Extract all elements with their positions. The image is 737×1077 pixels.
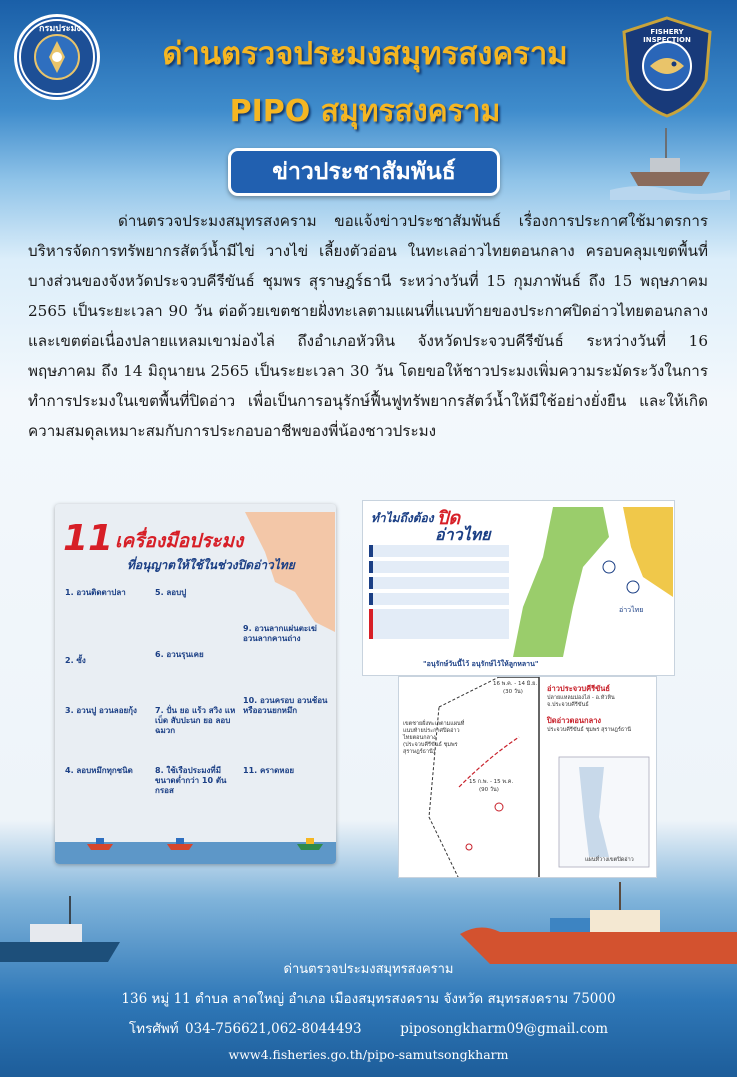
legend2-sub: ประจวบคีรีขันธ์ ชุมพร สุราษฎร์ธานี	[547, 727, 632, 733]
permitted-tools-infographic	[55, 504, 336, 864]
footer-org: ด่านตรวจประมงสมุทรสงคราม	[283, 962, 454, 977]
footer-phone: โทรศัพท์ 034-756621,062-8044493	[128, 1021, 362, 1037]
boat-icon	[295, 834, 325, 850]
why-title-b: ปิด	[437, 508, 461, 529]
contact-footer	[0, 958, 737, 1062]
map-left-note: เขตชายฝั่งทะเลตามแผนที่แนบท้ายประกาศปิดอ่าวไทยตอนกลาง (ประจวบคีรีขันธ์ ชุมพร สุราษฎร์ธานี)	[403, 721, 465, 755]
tool-item: 3. อวนปู อวนลอยกุ้ง	[65, 706, 137, 715]
why-footer: "อนุรักษ์วันนี้ไว้ อนุรักษ์ไว้ให้ลูกหลาน"	[423, 660, 539, 668]
tool-item: 1. อวนติดตาปลา	[65, 588, 126, 597]
tools-subtitle: ที่อนุญาตให้ใช้ในช่วงปิดอ่าวไทย	[127, 558, 295, 572]
footer-address: 136 หมู่ 11 ตำบล ลาดใหญ่ อำเภอ เมืองสมุทรสงคราม จังหวัด สมุทรสงคราม 75000	[121, 991, 616, 1007]
legend1-sub: ปลายแหลมม่องไล่ - อ.หัวหิน จ.ประจวบคีรีขันธ์	[547, 695, 615, 708]
zone1-days: (30 วัน)	[503, 689, 523, 695]
fishing-ship-illustration	[610, 120, 730, 200]
why-title-c: อ่าวไทย	[435, 525, 491, 544]
logo-left-text: กรมประมง	[39, 24, 81, 34]
zone2-dates: 15 ก.พ. - 15 พ.ค.	[469, 779, 514, 785]
tool-item: 8. ใช้เรือประมงที่มีขนาดต่ำกว่า 10 ตันกรอส	[155, 766, 227, 795]
tool-item: 7. ปั่น ยอ แร้ว สวิง แห เบ็ด สับปะนก ยอ ลอบ ฉมวก	[155, 706, 236, 735]
tool-item: 10. อวนครอบ อวนช้อน หรืออวนยกหมึก	[243, 696, 328, 715]
tool-item: 5. ลอบปู	[155, 588, 187, 597]
tool-item: 9. อวนลากแผ่นตะเฆ่ อวนลากคานถ่าง	[243, 624, 317, 643]
press-release-badge: ข่าวประชาสัมพันธ์	[228, 148, 500, 196]
zone1-dates: 16 พ.ค. - 14 มิ.ย.	[493, 681, 538, 687]
logo-right-text: FISHERY INSPECTION	[643, 28, 691, 44]
boat-icon	[165, 834, 195, 850]
gulf-map-shape	[513, 507, 673, 657]
tools-title: เครื่องมือประมง	[115, 530, 244, 552]
boat-icon	[85, 834, 115, 850]
page-subtitle: PIPO สมุทรสงคราม	[229, 94, 501, 129]
department-of-fisheries-logo	[14, 14, 100, 100]
inset-label: แผนที่วางเขตปิดอ่าว	[585, 857, 634, 863]
tool-item: 2. ซั้ง	[65, 656, 86, 665]
tool-item: 4. ลอบหมึกทุกชนิด	[65, 766, 133, 775]
page-title: ด่านตรวจประมงสมุทรสงคราม	[162, 36, 568, 72]
tools-count: 11	[63, 518, 114, 559]
why-close-gulf-infographic	[362, 500, 675, 676]
tool-item: 11. คราดหอย	[243, 766, 295, 775]
legend2-title: ปิดอ่าวตอนกลาง	[547, 716, 602, 725]
why-title-a: ทำไมถึงต้อง	[371, 511, 434, 525]
fishery-inspection-logo	[614, 14, 720, 120]
announcement-paragraph: ด่านตรวจประมงสมุทรสงคราม ขอแจ้งข่าวประชาสัมพันธ์ เรื่องการประกาศใช้มาตรการบริหารจัดการทรัพยากรสัตว์น้ำมีไข่ วางไข่ เลี้ยงตัวอ่อน ในทะเลอ่าวไทยตอนกลาง ครอบคลุมเขตพื้นที่บางส่วนของจังหวัดประจวบคีรีขันธ์ ชุมพร สุราษฎร์ธานี ระหว่างวันที่ 15 กุมภาพันธ์ ถึง 15 พฤษภาคม 2565 เป็นระยะเวลา 90 วัน ต่อด้วยเขตชายฝั่งทะเลตามแผนที่แนบท้ายของประกาศปิดอ่าวไทยตอนกลางและเขตต่อเนื่องปลายแหลมเขาม่องไล่ ถึงอำเภอหัวหิน จังหวัดประจวบคีรีขันธ์ ระหว่างวันที่ 16 พฤษภาคม ถึง 14 มิถุนายน 2565 เป็นระยะเวลา 30 วัน โดยขอให้ชาวประมงเพิ่มความระมัดระวังในการทำการประมงในเขตพื้นที่ปิดอ่าว เพื่อเป็นการอนุรักษ์ฟื้นฟูทรัพยากรสัตว์น้ำให้มีใช้อย่างยั่งยืน และให้เกิดความสมดุลเหมาะสมกับการประกอบอาชีพของพี่น้องชาวประมง	[28, 212, 708, 440]
footer-website[interactable]: www4.fisheries.go.th/pipo-samutsongkharm	[228, 1047, 509, 1062]
footer-contact	[0, 1017, 737, 1039]
legend1-title: อ่าวประจวบคีรีขันธ์	[547, 684, 610, 693]
tool-item: 6. อวนรุนเคย	[155, 650, 204, 659]
footer-email[interactable]: piposongkharm09@gmail.com	[400, 1021, 609, 1037]
zone2-days: (90 วัน)	[479, 787, 499, 793]
gulf-label: อ่าวไทย	[619, 606, 644, 614]
reason-list	[369, 545, 509, 639]
closure-zone-map	[398, 676, 657, 878]
